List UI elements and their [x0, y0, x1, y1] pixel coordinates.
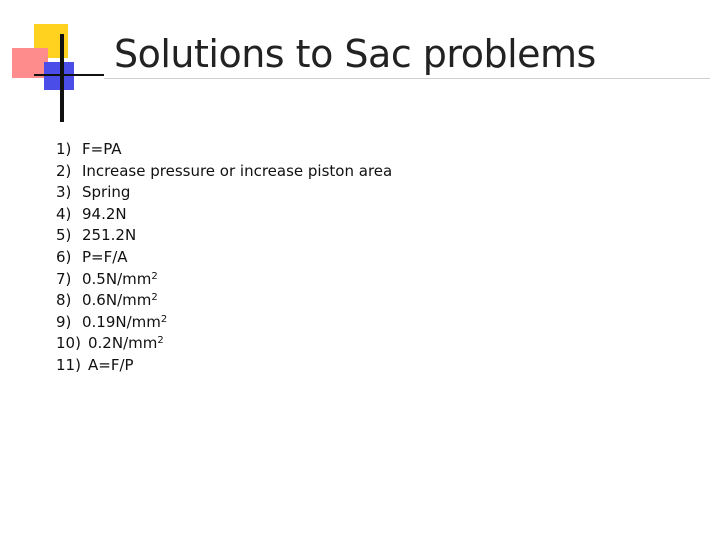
item-text: 94.2N: [82, 204, 127, 223]
item-number: 5): [56, 226, 72, 245]
item-number: 10): [56, 334, 81, 353]
item-exponent: 2: [151, 270, 158, 282]
item-exponent: 2: [160, 313, 168, 325]
list-item: [56, 247, 392, 269]
list-item: [56, 161, 392, 183]
item-number: 3): [56, 183, 72, 202]
list-item: [56, 290, 392, 312]
list-item: [56, 333, 392, 355]
item-text: A=F/P: [88, 355, 134, 374]
item-text: Increase pressure or increase piston area: [82, 161, 393, 180]
item-number: 7): [56, 269, 72, 288]
list-item: [56, 182, 392, 204]
item-text: [88, 333, 164, 355]
item-number: 8): [56, 291, 72, 310]
item-number: 2): [56, 161, 72, 180]
list-item: [56, 225, 392, 247]
item-text: P=F/A: [82, 247, 128, 266]
item-value: 0.5N/mm: [82, 269, 152, 288]
title-divider: [104, 78, 710, 79]
item-value: 0.2N/mm: [88, 334, 158, 353]
item-number: 11): [56, 355, 81, 374]
item-exponent: 2: [157, 335, 164, 347]
item-text: F=PA: [82, 140, 122, 158]
item-exponent: 2: [151, 292, 158, 304]
item-text: 251.2N: [82, 226, 137, 245]
solutions-list: [56, 139, 392, 377]
item-text: [82, 290, 158, 312]
list-item: [56, 204, 392, 226]
item-value: 0.19N/mm: [82, 312, 161, 331]
horizontal-line: [34, 74, 104, 76]
item-number: 4): [56, 204, 72, 223]
vertical-line: [60, 34, 64, 122]
item-value: 0.6N/mm: [82, 291, 152, 310]
list-item: [56, 355, 392, 377]
slide-title: Solutions to Sac problems: [114, 32, 596, 76]
list-item: [56, 312, 392, 334]
item-text: [82, 269, 158, 291]
list-item: [56, 269, 392, 291]
item-number: 9): [56, 312, 72, 331]
item-text: Spring: [82, 183, 131, 202]
item-number: 6): [56, 247, 72, 266]
item-text: [82, 312, 167, 334]
item-number: 1): [56, 140, 72, 158]
template-corner-squares-icon: [0, 0, 110, 110]
blue-square: [44, 62, 74, 90]
list-item: [56, 139, 392, 161]
